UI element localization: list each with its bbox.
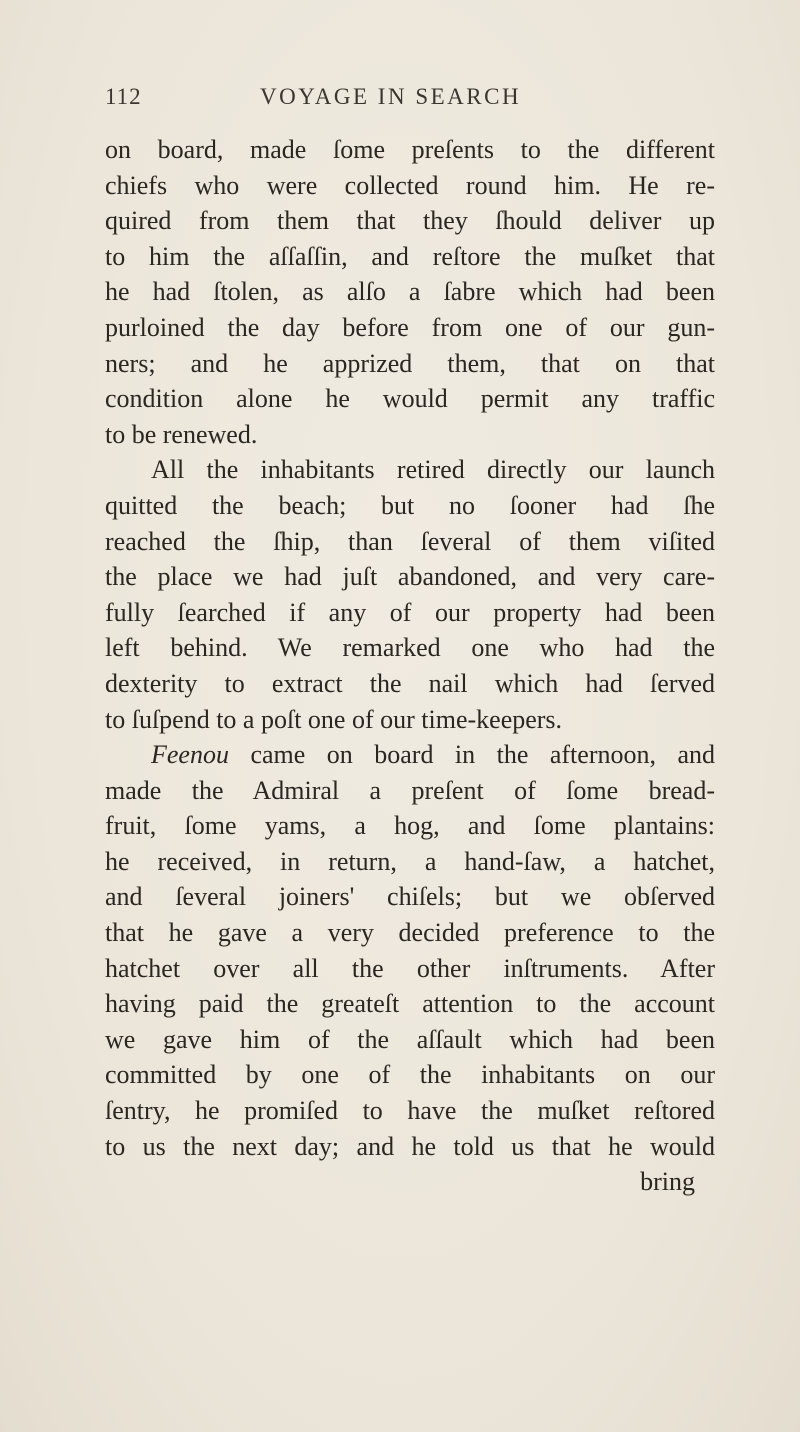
page-header (105, 84, 725, 120)
catchword: bring (640, 1167, 695, 1197)
text-line: ſentry, he promiſed to have the muſket reſtored (105, 1096, 715, 1126)
text-line (105, 737, 715, 773)
text-line: he received, in return, a hand-ſaw, a hatchet, (105, 846, 715, 876)
text-line: and ſeveral joiners' chiſels; but we obſerved (105, 882, 715, 912)
text-line: we gave him of the aſſault which had been (105, 1024, 715, 1054)
page-number: 112 (105, 84, 142, 109)
text-line: having paid the greateſt attention to the account (105, 989, 715, 1019)
text-line: quired from them that they ſhould deliver up (105, 206, 715, 236)
text-line: to us the next day; and he told us that he would (105, 1131, 715, 1161)
text-line: dexterity to extract the nail which had ſerved (105, 668, 715, 698)
text-line: on board, made ſome preſents to the different (105, 135, 715, 164)
text-line: ners; and he apprized them, that on that (105, 348, 715, 378)
text-line: fruit, ſome yams, a hog, and ſome plantains: (105, 811, 715, 841)
text-line: left behind. We remarked one who had the (105, 633, 715, 663)
text-line: the place we had juſt abandoned, and very care- (105, 562, 715, 592)
text-line: quitted the beach; but no ſooner had ſhe (105, 490, 715, 520)
text-line: to ſuſpend to a poſt one of our time-keepers. (105, 704, 563, 734)
text-line-rest: came on board in the afternoon, and (250, 740, 715, 770)
text-line: reached the ſhip, than ſeveral of them viſited (105, 526, 715, 556)
text-line: he had ſtolen, as alſo a ſabre which had been (105, 277, 715, 307)
text-line: condition alone he would permit any traffic (105, 384, 715, 414)
text-line: to him the aſſaſſin, and reſtore the muſket that (105, 241, 715, 271)
text-line: that he gave a very decided preference to the (105, 918, 715, 948)
running-head: VOYAGE IN SEARCH (260, 84, 522, 109)
text-line: fully ſearched if any of our property had been (105, 597, 715, 627)
text-line: chiefs who were collected round him. He re- (105, 170, 715, 200)
body-text (105, 132, 715, 1200)
text-line: made the Admiral a preſent of ſome bread- (105, 775, 715, 805)
italic-name: Feenou (151, 740, 229, 770)
text-line: hatchet over all the other inſtruments. After (105, 953, 715, 983)
text-line: committed by one of the inhabitants on our (105, 1060, 715, 1090)
text-line: All the inhabitants retired directly our launch (151, 455, 715, 485)
text-line: to be renewed. (105, 419, 258, 449)
text-line: purloined the day before from one of our gun- (105, 312, 715, 342)
